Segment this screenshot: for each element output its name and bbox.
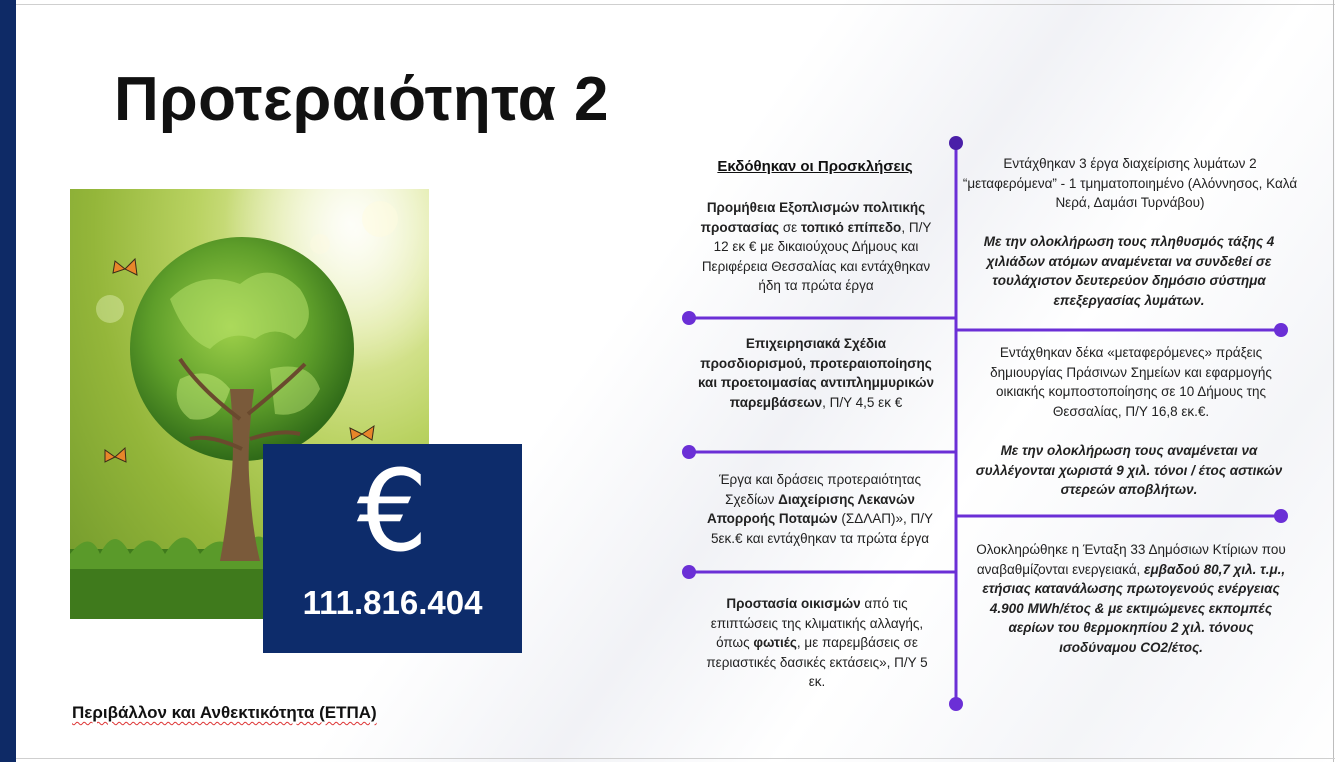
calls-heading: Εκδόθηκαν οι Προσκλήσεις — [717, 158, 913, 175]
call-item-3: Έργα και δράσεις προτεραιότητας Σχεδίων Διαχείρισης Λεκανών Απορροής Ποταμών (ΣΔΛΑΠ)», Π/Υ 5εκ.€ και εντάχθηκαν τα πρώτα έργα — [706, 472, 934, 546]
timeline-node-top — [949, 136, 963, 150]
slide-title: Προτεραιότητα 2 — [114, 65, 610, 134]
budget-amount: 111.816.404 — [302, 584, 483, 621]
call-item-2: Επιχειρησιακά Σχέδια προσδιορισμού, προτεραιοποίησης και προετοιμασίας αντιπλημμυρικών παρεμβάσεων, Π/Υ 4,5 εκ € — [697, 336, 935, 410]
timeline-node-right-2 — [1274, 509, 1288, 523]
result-item-2-emphasis: Με την ολοκλήρωση τους αναμένεται να συλλέγονται χωριστά 9 χιλ. τόνοι / έτος αστικών στερεών αποβλήτων. — [975, 443, 1283, 497]
call-item-4: Προστασία οικισμών από τις επιπτώσεις της κλιματικής αλλαγής, όπως φωτιές, με παρεμβάσεις σε περιαστικές δασικές εκτάσεις», Π/Υ 5 εκ. — [706, 596, 928, 689]
result-item-1-text: Εντάχθηκαν 3 έργα διαχείρισης λυμάτων 2 “μεταφερόμενα” - 1 τμηματοποιημένο (Αλόννησος, Καλά Νερά, Δαμάσι Τυρνάβου) — [962, 156, 1298, 210]
timeline-node-left-2 — [682, 445, 696, 459]
result-item-2-text: Εντάχθηκαν δέκα «μεταφερόμενες» πράξεις δημιουργίας Πράσινων Σημείων και εφαρμογής οικιακής κομποστοποίησης σε 10 Δήμους της Θεσσαλίας, Π/Υ 16,8 εκ.€. — [990, 345, 1272, 419]
result-item-1-emphasis: Με την ολοκλήρωση τους πληθυσμός τάξης 4 χιλιάδων ατόμων αναμένεται να συνδεθεί σε τουλάχιστον δευτερεύον δημόσιο σύστημα επεξεργασίας λυμάτων. — [983, 234, 1275, 308]
timeline-node-right-1 — [1274, 323, 1288, 337]
timeline-node-left-1 — [682, 311, 696, 325]
call-item-1: Προμήθεια Εξοπλισμών πολιτικής προστασίας σε τοπικό επίπεδο, Π/Υ 12 εκ € με δικαιούχους Δήμους και Περιφέρεια Θεσσαλίας και εντάχθηκαν ήδη τα πρώτα έργα — [700, 200, 932, 293]
result-item-3: Ολοκληρώθηκε η Ένταξη 33 Δημόσιων Κτίριων που αναβαθμίζονται ενεργειακά, εμβαδού 80,7 χιλ. τ.μ., ετήσιας κατανάλωσης πρωτογενούς ενέργειας 4.900 MWh/έτος & με εκτιμώμενες εκπομπές αερίων του θερμοκηπίου 2 χιλ. τόνους ισοδύναμου CO2/έτος. — [976, 542, 1286, 655]
timeline-node-bottom — [949, 697, 963, 711]
timeline-node-left-3 — [682, 565, 696, 579]
footer-label: Περιβάλλον και Ανθεκτικότητα (ΕΤΠΑ) — [72, 703, 377, 722]
euro-icon: € — [356, 447, 429, 577]
